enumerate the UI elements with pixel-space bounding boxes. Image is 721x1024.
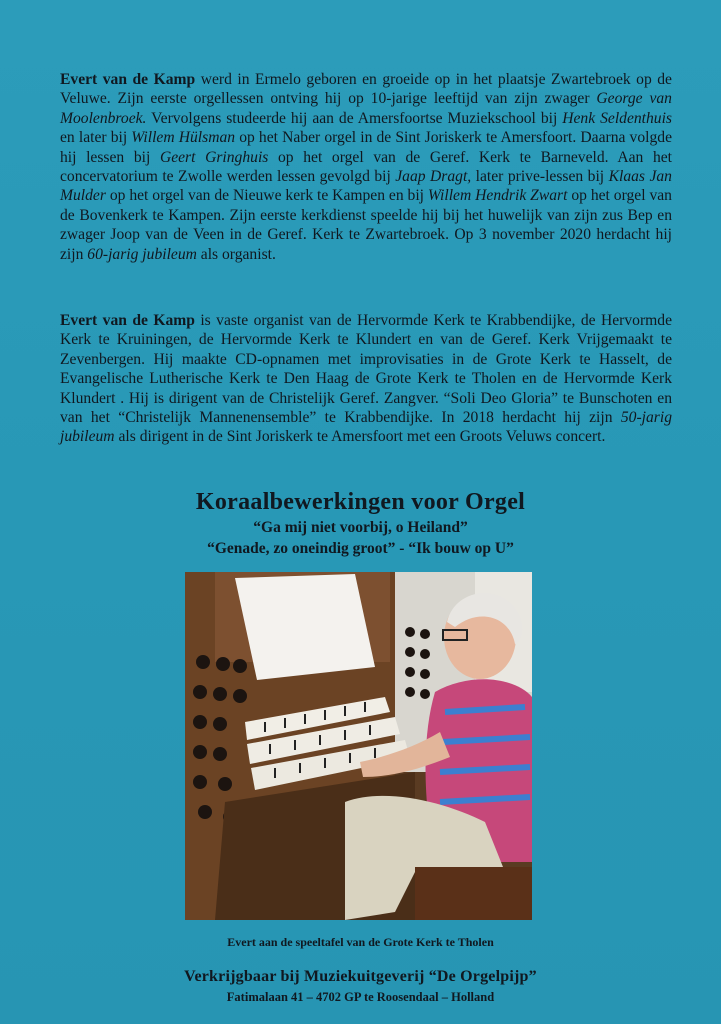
name-bold: Evert van de Kamp (60, 71, 196, 88)
text-run: op het orgel van de Geref. Kerk te Barneveld. Aan het concervatorium te Zwolle werden lessen gevolgd bij (60, 148, 672, 186)
publisher-address: Fatimalaan 41 – 4702 GP te Roosendaal – Holland (226, 990, 495, 1004)
organ-console-illustration (185, 572, 532, 920)
text-run: later prive-lessen bij (471, 168, 609, 186)
teacher-name: Geert Gringhuis (159, 148, 269, 166)
teacher-name: Henk Seldenthuis (562, 109, 672, 127)
teacher-name: George van Moolenbroek. (60, 90, 672, 127)
text-run: Vervolgens studeerde hij aan de Amersfoortse Muziekschool bij (146, 109, 563, 127)
text-run: werd in Ermelo geboren en groeide op in het plaatsje Zwartebroek op de Veluwe. Zijn eerste orgellessen ontving hij op 10-jarige leeftijd van zijn zwager (60, 71, 672, 108)
text-run: als dirigent in de Sint Joriskerk te Amersfoort met een Groots Veluws concert. (114, 428, 606, 446)
teacher-name: Willem Hendrik Zwart (427, 187, 568, 205)
teacher-name: Willem Hülsman (131, 129, 236, 147)
name-bold: Evert van de Kamp (60, 312, 195, 329)
teacher-name: Klaas Jan Mulder (60, 168, 672, 205)
text-run: op het Naber orgel in de Sint Joriskerk te Amersfoort. Daarna volgde hij lessen bij (60, 129, 672, 166)
availability-line: Verkrijgbaar bij Muziekuitgeverij “De Orgelpijp” (184, 968, 537, 985)
album-title: Koraalbewerkingen voor Orgel (195, 489, 526, 515)
album-subtitle-2: “Genade, zo oneindig groot” - “Ik bouw op U” (207, 540, 514, 557)
text-run: op het orgel van de Nieuwe kerk te Kampen en bij (105, 187, 428, 205)
teacher-name: Jaap Dragt, (395, 168, 472, 186)
biography-paragraph-1 (60, 70, 672, 264)
biography-paragraph-2 (60, 311, 672, 447)
text-run: is vaste organist van de Hervormde Kerk te Krabbendijke, de Hervormde Kerk te Kruiningen, de Hervormde Kerk te Klundert en van de Geref. Kerk Vrijgemaakt te Zevenbergen. Hij maakte CD-opnamen met improvisaties in de Grote Kerk te Hasselt, de Evangelische Lutherische Kerk te Den Haag de Grote Kerk te Tholen en de Hervormde Kerk Klundert . Hij is dirigent van de Christelijk Geref. Zangver. “Soli Deo Gloria” te Bunschoten en van het “Christelijk Mannenensemble” te Krabbendijke. In 2018 herdacht hij zijn (60, 312, 672, 427)
album-subtitle-1: “Ga mij niet voorbij, o Heiland” (253, 519, 468, 536)
text-run: als organist. (196, 245, 276, 263)
text-run: en later bij (60, 129, 132, 147)
jubilee-italic: 50-jarig jubileum (60, 409, 672, 446)
jubilee-italic: 60-jarig jubileum (87, 245, 197, 263)
photo-caption: Evert aan de speeltafel van de Grote Kerk te Tholen (227, 935, 494, 949)
organist-photo (185, 572, 532, 920)
text-run: op het orgel van de Bovenkerk te Kampen. Zijn eerste kerkdienst speelde hij bij het huwelijk van zijn zus Bep en zwager Joop van de Veen in de Geref. Kerk te Zwartebroek. Op 3 november 2020 herdacht hij zijn (60, 187, 672, 263)
